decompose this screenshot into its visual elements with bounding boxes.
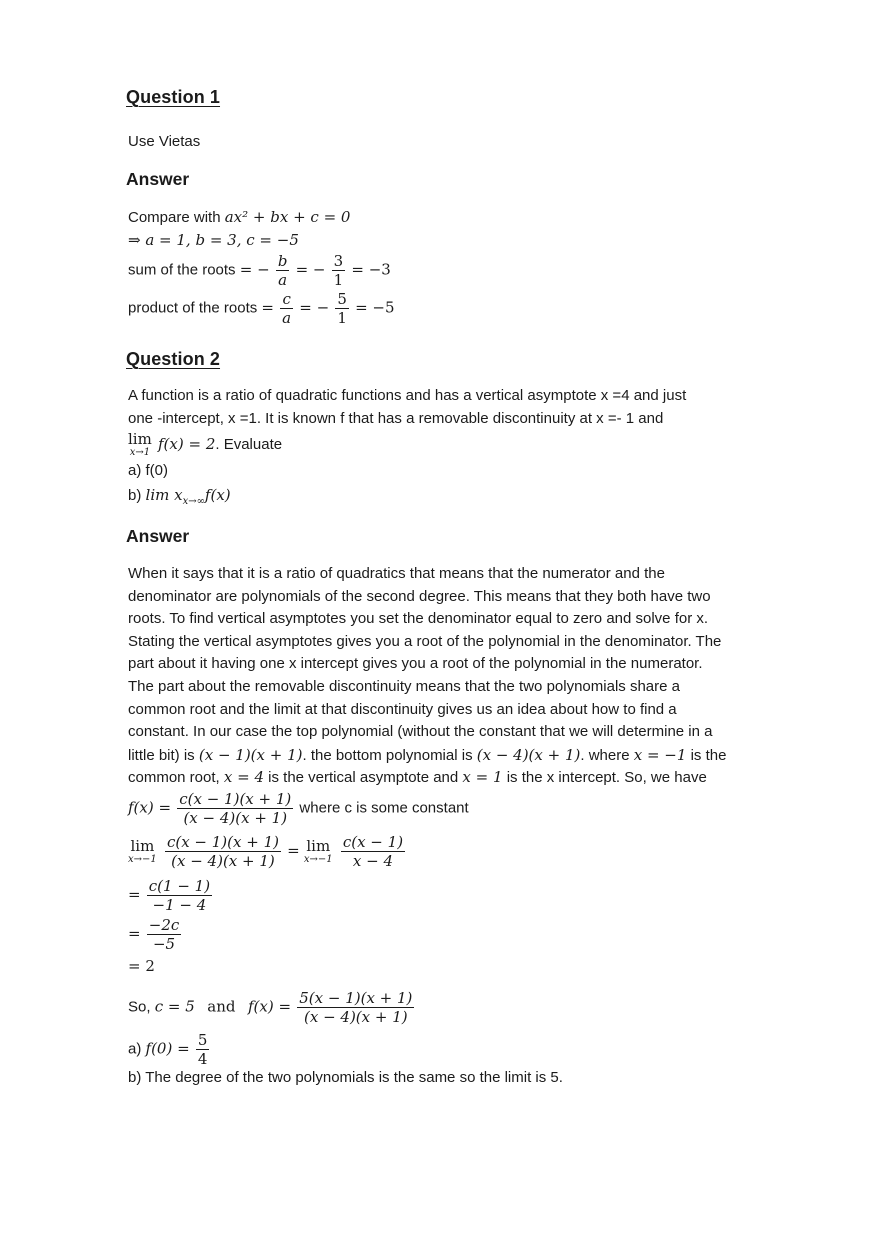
question-2-heading: Question 2 <box>126 349 221 369</box>
step-4 <box>128 956 155 977</box>
sum-frac-2 <box>332 252 346 289</box>
limit-step-num-1: c(x − 1)(x + 1) <box>166 833 279 851</box>
sum-den-2: 1 <box>333 271 344 289</box>
line9-text-b: . the bottom polynomial is <box>302 746 477 764</box>
limit-step-operator <box>128 836 157 865</box>
limit-step-lim-2: lim <box>306 836 331 855</box>
product-num-1: c <box>280 290 293 309</box>
paragraph-line: part about it having one x intercept gives you a root of the polynomial in the numerator. <box>128 655 703 673</box>
part-b-tail: f(x) <box>204 486 231 504</box>
answer-a-frac <box>196 1031 210 1068</box>
sum-lead: = − <box>239 260 270 279</box>
product-frac-1 <box>280 290 293 327</box>
product-frac-2 <box>335 290 349 327</box>
limit-step-num-2: c(x − 1) <box>342 833 404 851</box>
line9-text-c: . where <box>580 746 634 764</box>
line10-text-b: is the vertical asymptote and <box>263 769 463 787</box>
answer-a <box>128 1031 211 1068</box>
step-2-eq: = <box>128 885 141 904</box>
sum-of-roots-line <box>128 252 391 289</box>
product-mid: = − <box>299 298 330 317</box>
line9-math-1: (x − 1)(x + 1) <box>198 745 303 764</box>
compare-equation: ax² + bx + c = 0 <box>224 208 351 226</box>
part-b-subscript: x→∞ <box>182 496 205 507</box>
sum-num-2: 3 <box>333 252 344 270</box>
compare-line <box>128 207 350 228</box>
question-2-prompt-line-2: one -intercept, x =1. It is known f that has a removable discontinuity at x =- 1 and <box>128 410 664 427</box>
limit-step-sub: x→−1 <box>128 853 157 865</box>
paragraph-line: When it says that it is a ratio of quadratics that means that the numerator and the <box>128 565 665 582</box>
fx-numerator: c(x − 1)(x + 1) <box>179 790 292 808</box>
paragraph-line: common root and the limit at that discontinuity gives us an idea about how to find a <box>128 700 677 718</box>
part-b-label: b) <box>128 487 142 504</box>
line9-math-3: x = −1 <box>633 745 687 764</box>
fx-denominator: (x − 4)(x + 1) <box>183 809 288 827</box>
fx-tail: where c is some constant <box>295 799 469 817</box>
product-of-roots-line <box>128 290 395 327</box>
answer-a-label: a) <box>128 1040 142 1058</box>
paragraph-line-10 <box>128 766 818 789</box>
sum-mid: = − <box>295 260 326 279</box>
paragraph-line-9 <box>128 744 818 767</box>
conclusion-num: 5(x − 1)(x + 1) <box>299 989 413 1007</box>
coefficients-line <box>128 230 299 251</box>
step-3 <box>128 916 183 953</box>
step-3-eq: = <box>128 924 141 943</box>
conclusion-c-value: c = 5 <box>154 997 195 1016</box>
lim-word: lim <box>128 430 152 448</box>
limit-operator <box>128 432 152 458</box>
answer-a-den: 4 <box>197 1050 208 1068</box>
step-2-frac <box>147 877 212 914</box>
limit-step-frac-1 <box>165 833 281 870</box>
line10-math-1: x = 4 <box>223 768 264 787</box>
step-3-den: −5 <box>152 935 176 953</box>
line10-text-a: common root, <box>128 769 224 787</box>
compare-text: Compare with <box>128 209 221 226</box>
limit-step-sub-2: x→−1 <box>303 853 333 865</box>
limit-step-lim: lim <box>130 836 155 855</box>
conclusion-line <box>128 989 416 1026</box>
product-lead: = <box>261 298 274 317</box>
fx-frac <box>177 790 293 827</box>
lim-subscript: x→1 <box>129 447 151 458</box>
paragraph-line: Stating the vertical asymptotes gives you a root of the polynomial in the denominator. The <box>128 632 722 650</box>
step-2-num: c(1 − 1) <box>148 877 211 895</box>
question-1-heading: Question 1 <box>126 87 221 107</box>
paragraph-line: roots. To find vertical asymptotes you set the denominator equal to zero and solve for x. <box>128 610 709 628</box>
evaluate-text: . Evaluate <box>215 435 283 453</box>
limit-step-eq: = <box>287 841 300 860</box>
line10-math-2: x = 1 <box>462 768 503 787</box>
sum-den-1: a <box>278 271 288 289</box>
answer-a-num: 5 <box>197 1031 208 1049</box>
line9-text-a: little bit) is <box>128 746 199 764</box>
answer-a-lhs: f(0) = <box>145 1039 190 1058</box>
conclusion-den: (x − 4)(x + 1) <box>304 1008 408 1026</box>
fx-lhs: f(x) = <box>128 798 172 817</box>
question-2-answer-heading: Answer <box>126 526 190 546</box>
step-3-frac <box>147 916 182 953</box>
conclusion-frac <box>297 989 414 1026</box>
product-den-1: a <box>282 309 292 327</box>
step-4-value: = 2 <box>128 957 155 975</box>
step-2 <box>128 877 214 914</box>
limit-step-den-1: (x − 4)(x + 1) <box>171 852 275 870</box>
limit-step-den-2: x − 4 <box>352 852 393 870</box>
paragraph-line: The part about the removable discontinuity means that the two polynomials share a <box>128 677 680 695</box>
step-2-den: −1 − 4 <box>152 896 207 914</box>
product-label: product of the roots <box>128 299 258 317</box>
limit-expression: f(x) = 2 <box>158 434 216 453</box>
product-num-2: 5 <box>337 290 347 308</box>
limit-step <box>128 833 407 870</box>
paragraph-line: denominator are polynomials of the second degree. This means that they both have two <box>128 587 711 605</box>
sum-frac-1 <box>276 252 290 289</box>
limit-step-operator-2 <box>303 836 333 865</box>
limit-step-frac-2 <box>341 833 405 870</box>
paragraph-line: constant. In our case the top polynomial (without the constant that we will determine in a <box>128 723 713 741</box>
part-b-expression: lim x <box>145 486 183 504</box>
product-den-2: 1 <box>337 309 347 327</box>
coefficients: ⇒ a = 1, b = 3, c = −5 <box>128 231 299 249</box>
conclusion-text: So, <box>128 998 155 1016</box>
conclusion-lhs: f(x) = <box>248 997 292 1016</box>
fx-definition <box>128 790 469 827</box>
sum-label: sum of the roots <box>128 261 236 279</box>
line10-text-c: is the x intercept. So, we have <box>502 769 707 787</box>
question-2-limit-line <box>128 432 282 458</box>
part-b <box>128 485 231 512</box>
conclusion-and: and <box>207 997 236 1016</box>
question-1-prompt: Use Vietas <box>128 133 201 150</box>
line9-math-2: (x − 4)(x + 1) <box>476 745 581 764</box>
answer-b: b) The degree of the two polynomials is the same so the limit is 5. <box>128 1069 563 1086</box>
part-a: a) f(0) <box>128 462 169 479</box>
sum-result: = −3 <box>351 260 391 279</box>
sum-num-1: b <box>277 252 288 270</box>
step-3-num: −2c <box>148 916 180 934</box>
line9-text-d: is the <box>686 746 727 764</box>
product-result: = −5 <box>355 298 395 317</box>
question-1-answer-heading: Answer <box>126 169 190 189</box>
answer-paragraph <box>128 563 818 789</box>
question-2-prompt-line-1: A function is a ratio of quadratic functions and has a vertical asymptote x =4 and just <box>128 387 687 404</box>
